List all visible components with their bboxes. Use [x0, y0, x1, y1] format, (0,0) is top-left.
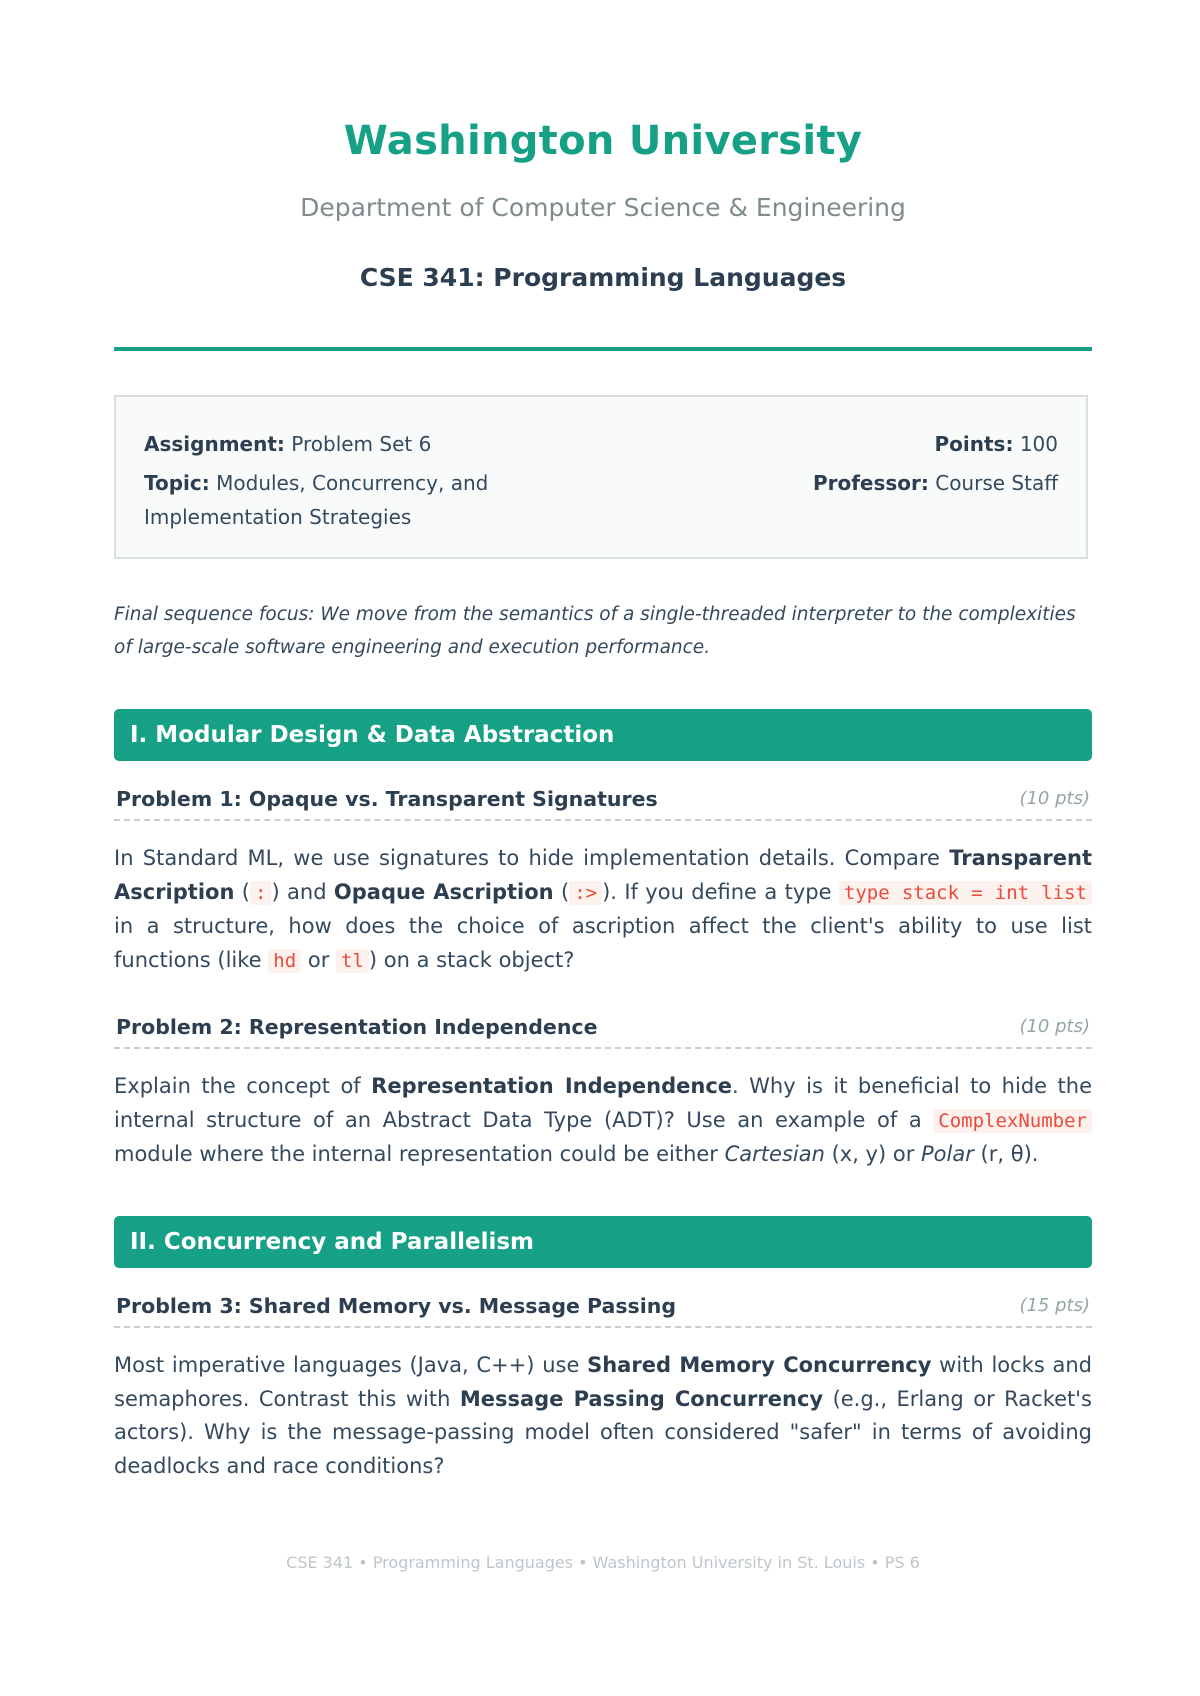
code-colon: :	[250, 881, 271, 905]
topic-line	[144, 466, 614, 534]
topic-label: Topic:	[144, 471, 210, 495]
problem-2-body: Explain the concept of Representation Independence. Why is it beneficial to hide the internal structure of an Abstract Data Type (ADT)? Use an example of a ComplexNumber module where the internal representation could be either Cartesian (x, y) or Polar (r, θ).	[114, 1074, 1092, 1166]
term-representation-independence: Representation Independence	[371, 1074, 733, 1098]
problem-1-body: In Standard ML, we use signatures to hide implementation details. Compare Transparent Ascription ( : ) and Opaque Ascription ( :> ). If you define a type type stack = int list in a structure, how does the choice of ascription affect the client's ability to use list functions (like hd or tl ) on a stack object?	[114, 846, 1092, 972]
professor-label: Professor:	[812, 471, 929, 495]
professor-value: Course Staff	[935, 471, 1058, 495]
term-cartesian: Cartesian	[724, 1142, 825, 1166]
problem-2-title: Problem 2: Representation Independence	[116, 1015, 598, 1039]
problem-1-points: (10 pts)	[1019, 788, 1090, 809]
problem-3-points: (15 pts)	[1019, 1295, 1090, 1316]
department-name: Department of Computer Science & Engineering	[300, 193, 906, 222]
page-footer: CSE 341 • Programming Languages • Washington University in St. Louis • PS 6	[286, 1553, 920, 1572]
term-shared-memory: Shared Memory Concurrency	[587, 1353, 932, 1377]
intro-paragraph: Final sequence focus: We move from the semantics of a single-threaded interpreter to the complexities of large-scale software engineering and execution performance.	[114, 604, 1076, 658]
assignment-label: Assignment:	[144, 432, 285, 456]
university-title: Washington University	[343, 118, 863, 164]
code-complexnumber: ComplexNumber	[933, 1109, 1092, 1133]
points-label: Points:	[934, 432, 1014, 456]
assignment-value: Problem Set 6	[291, 432, 432, 456]
assignment-info-box	[114, 395, 1088, 559]
code-opaque-colon: :>	[569, 881, 602, 905]
code-tl: tl	[336, 949, 369, 973]
course-title: CSE 341: Programming Languages	[359, 263, 847, 292]
topic-value: Modules, Concurrency, and Implementation Strategies	[144, 471, 489, 529]
points-line	[738, 427, 1058, 461]
info-left-column	[144, 427, 614, 539]
problem-3-header	[114, 1292, 1092, 1328]
problem-3-body: Most imperative languages (Java, C++) use Shared Memory Concurrency with locks and semaphores. Contrast this with Message Passing Concurrency (e.g., Erlang or Racket's actors). Why is the message-passing model often considered "safer" in terms of avoiding deadlocks and race conditions?	[114, 1353, 1093, 1478]
problem-3-title: Problem 3: Shared Memory vs. Message Passing	[116, 1294, 677, 1318]
code-hd: hd	[268, 949, 301, 973]
problem-2-points: (10 pts)	[1019, 1016, 1090, 1037]
term-transparent-ascription: Transparent Ascription	[114, 846, 1092, 904]
problem-2-header	[114, 1013, 1092, 1049]
term-message-passing: Message Passing Concurrency	[459, 1386, 824, 1411]
code-type-stack: type stack = int list	[839, 881, 1092, 905]
info-right-column	[738, 427, 1058, 505]
problem-1-header	[114, 785, 1092, 821]
header-divider	[114, 347, 1092, 351]
assignment-line	[144, 427, 614, 461]
problem-1-title: Problem 1: Opaque vs. Transparent Signatures	[116, 787, 658, 811]
section-heading-concurrency: II. Concurrency and Parallelism	[114, 1216, 1092, 1268]
term-polar: Polar	[921, 1142, 974, 1166]
term-opaque-ascription: Opaque Ascription	[333, 879, 554, 904]
professor-line	[738, 466, 1058, 500]
points-value: 100	[1019, 432, 1058, 456]
section-heading-modular-design: I. Modular Design & Data Abstraction	[114, 709, 1092, 761]
